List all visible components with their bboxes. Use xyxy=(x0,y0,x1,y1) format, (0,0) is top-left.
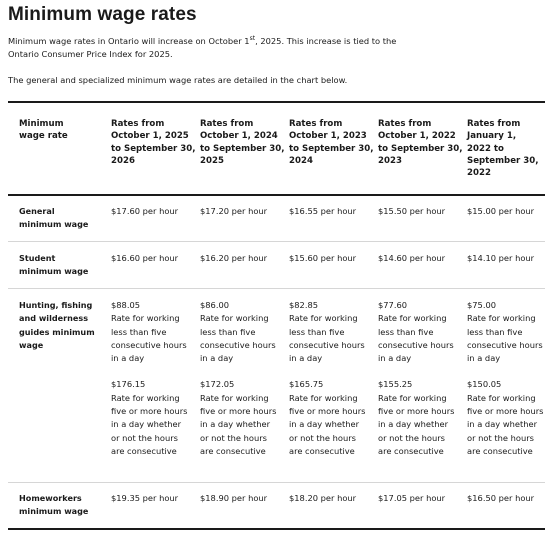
hunting-long-amount: $172.05 xyxy=(200,379,235,390)
intro-paragraph xyxy=(8,35,428,61)
hunting-short-description: Rate for working less than five consecutive hours in a day xyxy=(111,313,187,364)
homeworkers-rate-2025-2026: $19.35 per hour xyxy=(111,493,179,503)
hunting-long-description: Rate for working five or more hours in a day whether or not the hours are consecutive xyxy=(111,392,188,456)
hunting-rate-2022 xyxy=(467,299,545,458)
student-rate-2023-2024: $15.60 per hour xyxy=(289,253,357,263)
hunting-long-description: Rate for working five or more hours in a day whether or not the hours are consecutive xyxy=(378,392,455,456)
row-label-student: Student minimum wage xyxy=(19,253,89,277)
header-period-2023-2024: Rates from October 1, 2023 to September 30, 2024 xyxy=(289,119,374,166)
hunting-long-description: Rate for working five or more hours in a day whether or not the hours are consecutive xyxy=(289,392,366,456)
hunting-rate-2023-2024 xyxy=(289,299,369,458)
homeworkers-rate-2023-2024: $18.20 per hour xyxy=(289,493,357,503)
hunting-short-description: Rate for working less than five consecutive hours in a day xyxy=(200,313,276,364)
homeworkers-rate-2022-2023: $17.05 per hour xyxy=(378,493,446,503)
student-rate-2022: $14.10 per hour xyxy=(467,253,535,263)
homeworkers-rate-2024-2025: $18.90 per hour xyxy=(200,493,268,503)
hunting-long-description: Rate for working five or more hours in a day whether or not the hours are consecutive xyxy=(467,392,544,456)
header-period-2022: Rates from January 1, 2022 to September 30, 2022 xyxy=(467,119,539,179)
hunting-short-amount: $75.00 xyxy=(467,300,497,310)
page-title: Minimum wage rates xyxy=(8,4,197,25)
hunting-short-description: Rate for working less than five consecutive hours in a day xyxy=(467,313,543,364)
header-period-2025-2026: Rates from October 1, 2025 to September 30, 2026 xyxy=(111,119,196,166)
hunting-rate-2024-2025 xyxy=(200,299,280,458)
hunting-rate-2025-2026 xyxy=(111,299,191,458)
row-divider xyxy=(8,482,545,483)
row-divider xyxy=(8,288,545,289)
general-rate-2022: $15.00 per hour xyxy=(467,206,535,216)
hunting-short-description: Rate for working less than five consecutive hours in a day xyxy=(378,313,454,364)
homeworkers-rate-2022: $16.50 per hour xyxy=(467,493,535,503)
hunting-short-amount: $88.05 xyxy=(111,300,141,310)
hunting-short-amount: $86.00 xyxy=(200,300,230,310)
hunting-short-amount: $82.85 xyxy=(289,300,319,310)
hunting-long-amount: $150.05 xyxy=(467,379,502,390)
table-header-rule xyxy=(8,194,545,196)
hunting-long-amount: $165.75 xyxy=(289,379,324,390)
general-rate-2025-2026: $17.60 per hour xyxy=(111,206,179,216)
hunting-long-amount: $155.25 xyxy=(378,379,413,390)
general-rate-2022-2023: $15.50 per hour xyxy=(378,206,446,216)
general-rate-2023-2024: $16.55 per hour xyxy=(289,206,357,216)
row-divider xyxy=(8,241,545,242)
hunting-rate-2022-2023 xyxy=(378,299,458,458)
intro-text-end: , 2025. This increase is tied to the Ontario Consumer Price Index for 2025. xyxy=(8,36,397,59)
hunting-short-description: Rate for working less than five consecutive hours in a day xyxy=(289,313,365,364)
hunting-short-amount: $77.60 xyxy=(378,300,408,310)
hunting-long-description: Rate for working five or more hours in a day whether or not the hours are consecutive xyxy=(200,392,277,456)
student-rate-2025-2026: $16.60 per hour xyxy=(111,253,179,263)
chart-note: The general and specialized minimum wage rates are detailed in the chart below. xyxy=(8,75,348,85)
intro-ordinal-suffix: st xyxy=(249,35,256,43)
header-period-2022-2023: Rates from October 1, 2022 to September 30, 2023 xyxy=(378,119,463,166)
table-bottom-rule xyxy=(8,528,545,530)
intro-text-start: Minimum wage rates in Ontario will increase on October 1 xyxy=(8,36,250,46)
row-label-hunting-guides: Hunting, fishing and wilderness guides minimum wage xyxy=(19,300,95,350)
header-rate-type: Minimum wage rate xyxy=(19,119,68,142)
header-period-2024-2025: Rates from October 1, 2024 to September 30, 2025 xyxy=(200,119,285,166)
row-label-general: General minimum wage xyxy=(19,206,89,230)
hunting-long-amount: $176.15 xyxy=(111,379,146,390)
table-top-rule xyxy=(8,101,545,103)
row-label-homeworkers: Homeworkers minimum wage xyxy=(19,493,89,517)
student-rate-2024-2025: $16.20 per hour xyxy=(200,253,268,263)
student-rate-2022-2023: $14.60 per hour xyxy=(378,253,446,263)
general-rate-2024-2025: $17.20 per hour xyxy=(200,206,268,216)
